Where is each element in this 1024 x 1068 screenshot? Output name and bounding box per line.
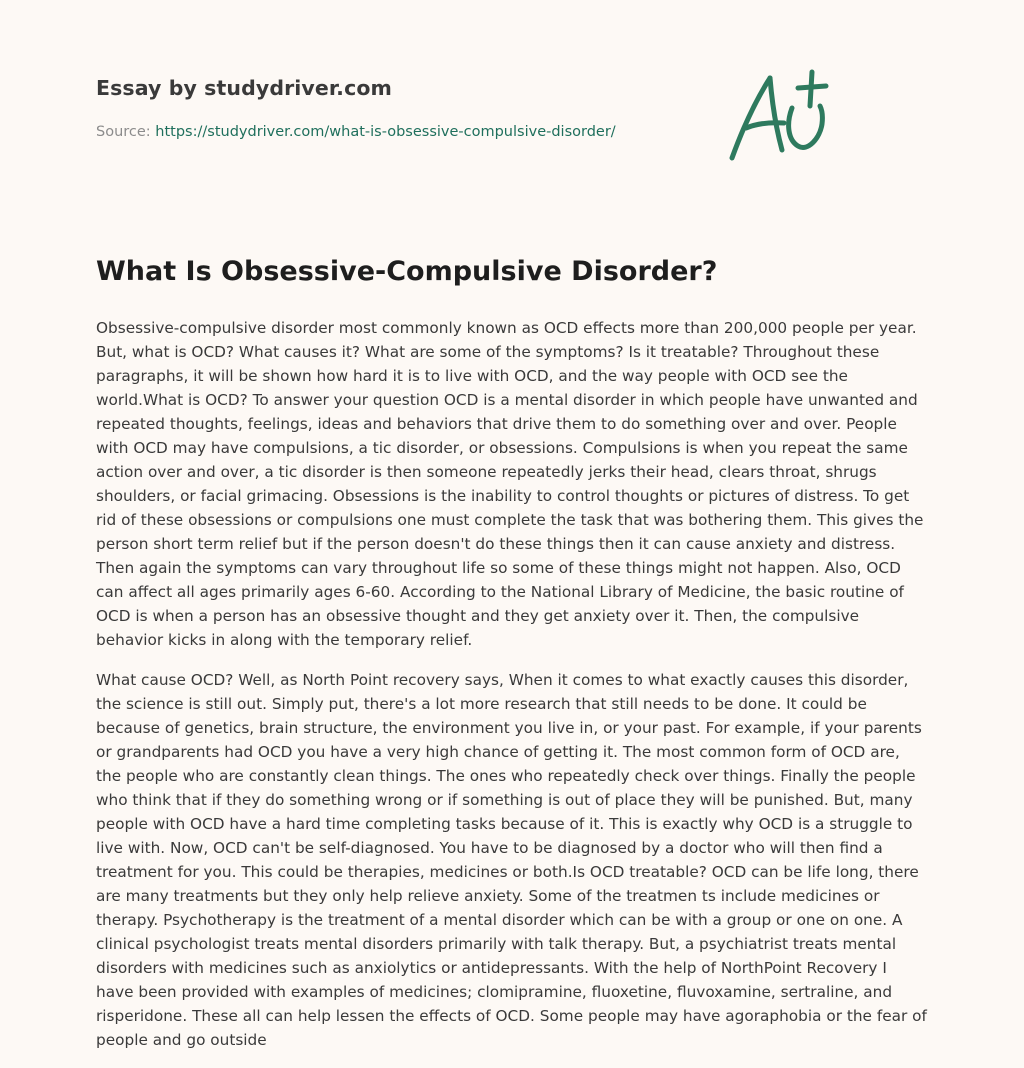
site-brand: Essay by studydriver.com <box>96 76 392 100</box>
source-label: Source: <box>96 124 156 140</box>
source-line <box>96 124 616 140</box>
paragraph: Obsessive-compulsive disorder most commonly known as OCD effects more than 200,000 people per year. But, what is OCD? What causes it? What are some of the symptoms? Is it treatable? Throughout these paragraphs, it will be shown how hard it is to live with OCD, and the way people with OCD see the world.What is OCD? To answer your question OCD is a mental disorder in which people have unwanted and repeated thoughts, feelings, ideas and behaviors that drive them to do something over and over. People with OCD may have compulsions, a tic disorder, or obsessions. Compulsions is when you repeat the same action over and over, a tic disorder is then someone repeatedly jerks their head, clears throat, shrugs shoulders, or facial grimacing. Obsessions is the inability to control thoughts or pictures of distress. To get rid of these obsessions or compulsions one must complete the task that was bothering them. This gives the person short term relief but if the person doesn't do these things then it can cause anxiety and distress. Then again the symptoms can vary throughout life so some of these things might not happen. Also, OCD can affect all ages primarily ages 6-60. According to the National Library of Medicine, the basic routine of OCD is when a person has an obsessive thought and they get anxiety over it. Then, the compulsive behavior kicks in along with the temporary relief. <box>96 319 924 649</box>
a-plus-logo-icon <box>726 66 836 166</box>
paragraph: What cause OCD? Well, as North Point recovery says, When it comes to what exactly causes this disorder, the science is still out. Simply put, there's a lot more research that still needs to be done. It could be because of genetics, brain structure, the environment you live in, or your past. For example, if your parents or grandparents had OCD you have a very high chance of getting it. The most common form of OCD are, the people who are constantly clean things. The ones who repeatedly check over things. Finally the people who think that if they do something wrong or if something is out of place they will be punished. But, many people with OCD have a hard time completing tasks because of it. This is exactly why OCD is a struggle to live with. Now, OCD can't be self-diagnosed. You have to be diagnosed by a doctor who will then find a treatment for you. This could be therapies, medicines or both.Is OCD treatable? OCD can be life long, there are many treatments but they only help relieve anxiety. Some of the treatmen ts include medicines or therapy. Psychotherapy is the treatment of a mental disorder which can be with a group or one on one. A clinical psychologist treats mental disorders primarily with talk therapy. But, a psychiatrist treats mental disorders with medicines such as anxiolytics or antidepressants. With the help of NorthPoint Recovery I have been provided with examples of medicines; clomipramine, fluoxetine, fluvoxamine, sertraline, and risperidone. These all can help lessen the effects of OCD. Some people may have agoraphobia or the fear of people and go outside <box>96 671 927 1049</box>
source-link[interactable]: https://studydriver.com/what-is-obsessive-compulsive-disorder/ <box>155 124 616 140</box>
essay-title: What Is Obsessive-Compulsive Disorder? <box>96 256 718 287</box>
essay-body <box>96 316 928 1068</box>
